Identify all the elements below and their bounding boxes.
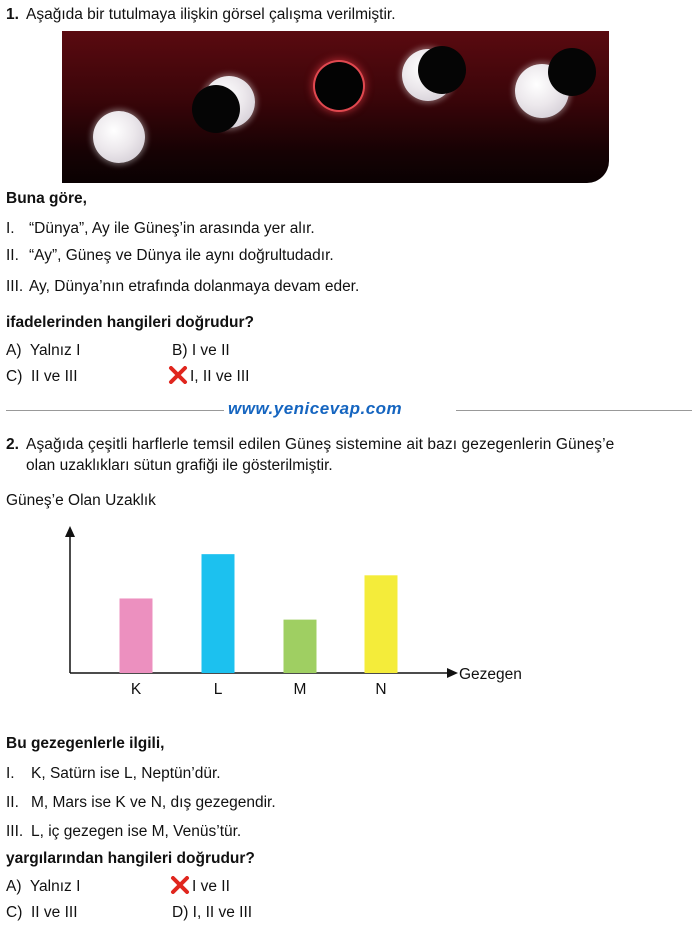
divider-left [6,410,224,411]
q2-statement-3: L, iç gezegen ise M, Venüs’tür. [31,823,242,840]
q1-question: ifadelerinden hangileri doğrudur? [6,314,255,331]
option-letter: C) [6,368,23,385]
y-axis-arrow-icon [65,526,75,537]
earth-shadow-2 [418,46,466,94]
q1-option-d[interactable] [172,368,249,386]
option-letter: D) [172,904,189,921]
earth-shadow-1 [192,85,240,133]
option-text: I, II ve III [192,904,253,921]
q1-statement-2: “Ay”, Güneş ve Dünya ile aynı doğrultudadır. [29,247,334,264]
bar-K [120,598,153,673]
divider-right [456,410,692,411]
q1-statement-1: “Dünya”, Ay ile Güneş’in arasında yer alır. [29,220,315,237]
option-text: II ve III [30,368,78,385]
x-tick-label-N: N [375,681,387,698]
answer-cross-icon [168,366,188,384]
x-tick-label-K: K [130,681,142,698]
option-letter: C) [6,904,23,921]
option-text: I, II ve III [190,368,250,385]
earth-shadow-3 [548,48,596,96]
option-letter: B) [172,342,188,359]
q1-statement-2-roman: II. [6,247,19,264]
q1-option-b[interactable] [172,342,230,360]
q1-statement-3: Ay, Dünya’nın etrafında dolanmaya devam eder. [29,278,360,295]
q2-option-a[interactable] [6,878,80,896]
x-tick-label-L: L [213,681,223,698]
q1-lead: Buna göre, [6,190,87,207]
answer-cross-icon [170,876,190,894]
q2-lead: Bu gezegenlerle ilgili, [6,735,165,752]
option-text: I ve II [191,342,230,359]
q2-option-b[interactable] [172,878,230,896]
q2-option-d[interactable] [172,904,252,922]
bar-L [202,554,235,673]
option-text: II ve III [30,904,78,921]
q2-statement-2-roman: II. [6,794,19,811]
q2-stem-line-2: olan uzaklıkları sütun grafiği ile gösterilmiştir. [26,457,333,474]
eclipse-illustration [62,31,609,183]
q1-stem: Aşağıda bir tutulmaya ilişkin görsel çalışma verilmiştir. [26,6,396,23]
q2-statement-1-roman: I. [6,765,15,782]
total-eclipse-moon [315,62,363,110]
option-letter: A) [6,878,22,895]
option-text: Yalnız I [29,342,81,359]
bar-M [284,620,317,673]
x-axis-arrow-icon [447,668,458,678]
q1-number: 1. [6,6,19,23]
q2-option-c[interactable] [6,904,78,922]
q1-option-a[interactable] [6,342,80,360]
full-moon-image [93,111,145,163]
chart-y-label: Güneş’e Olan Uzaklık [6,492,156,509]
q2-statement-2: M, Mars ise K ve N, dış gezegendir. [31,794,276,811]
watermark: www.yenicevap.com [228,399,403,418]
bar-N [365,575,398,673]
q2-statement-3-roman: III. [6,823,24,840]
q2-statement-1: K, Satürn ise L, Neptün’dür. [31,765,221,782]
chart-x-label: Gezegen [459,666,522,683]
q1-option-c[interactable] [6,368,78,386]
option-text: Yalnız I [29,878,81,895]
q2-stem-line-1: Aşağıda çeşitli harflerle temsil edilen Güneş sistemine ait bazı gezegenlerin Güneş’e [26,436,615,453]
option-text: I ve II [192,878,230,895]
q1-statement-1-roman: I. [6,220,15,237]
option-letter: A) [6,342,22,359]
distance-bar-chart [0,520,696,720]
x-tick-label-M: M [293,681,307,698]
q2-number: 2. [6,436,19,453]
q1-statement-3-roman: III. [6,278,24,295]
q2-question: yargılarından hangileri doğrudur? [6,850,255,867]
